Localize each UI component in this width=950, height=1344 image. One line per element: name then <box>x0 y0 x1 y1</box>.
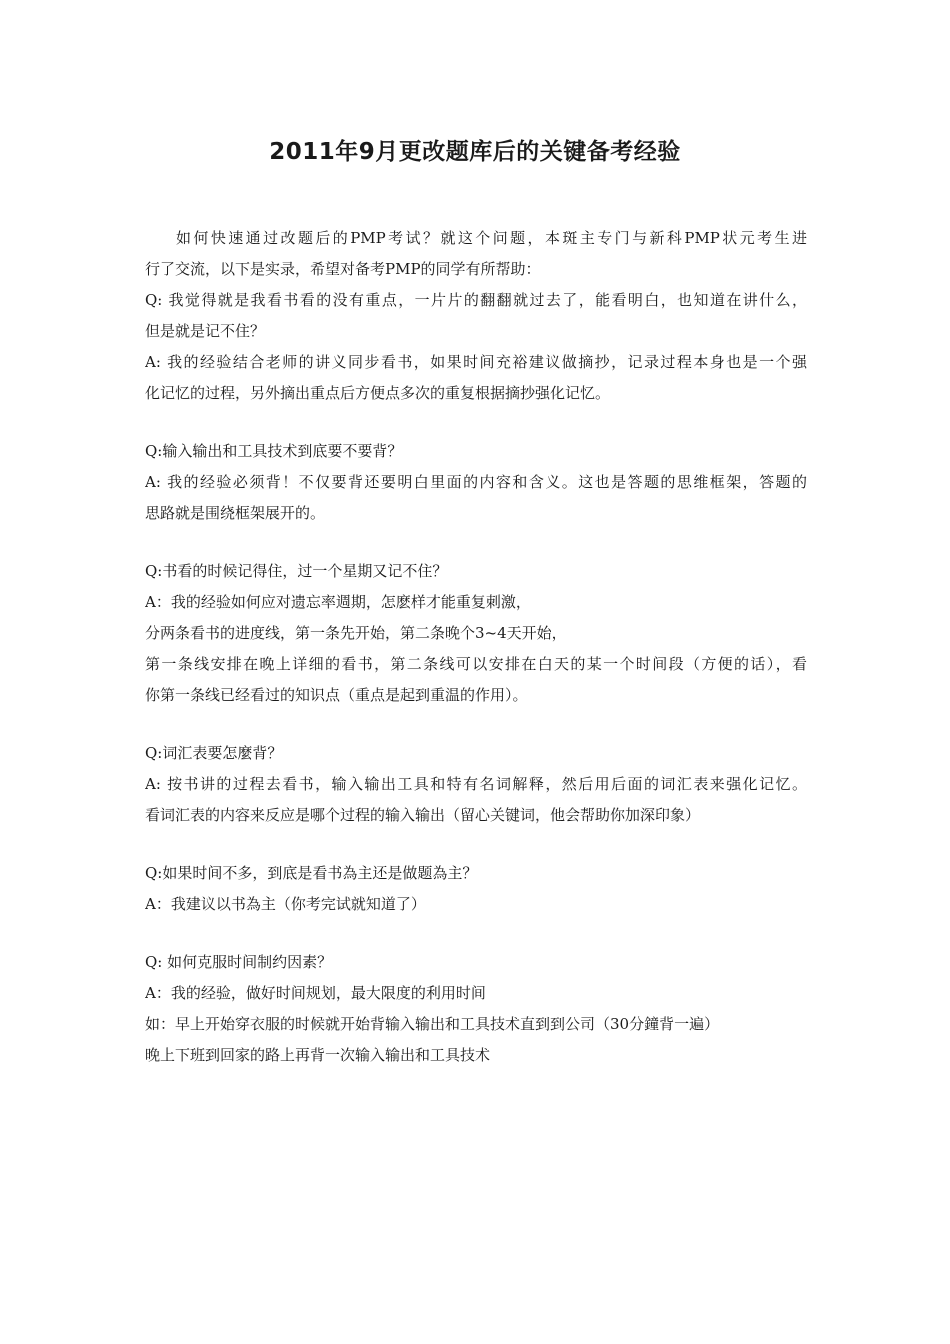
answer-line: 思路就是围绕框架展开的。 <box>145 504 326 522</box>
answer-line: A: 按书讲的过程去看书，输入输出工具和特有名词解释，然后用后面的词汇表来强化记忆。 <box>145 775 807 793</box>
question-line: Q:如果时间不多，到底是看书為主还是做题為主？ <box>145 864 478 882</box>
answer-line: 如：早上开始穿衣服的时候就开始背输入输出和工具技术直到到公司（30分鐘背一遍） <box>145 1015 720 1033</box>
answer-line: 看词汇表的内容来反应是哪个过程的输入输出（留心关键词，他会帮助你加深印象） <box>145 806 701 824</box>
answer-line: A: 我的经验结合老师的讲义同步看书，如果时间充裕建议做摘抄，记录过程本身也是一个强 <box>145 353 807 371</box>
qa-block-2 <box>145 436 807 529</box>
answer-line: 分两条看书的进度线，第一条先开始，第二条晚个3~4天开始， <box>145 624 567 642</box>
question-line: Q:输入输出和工具技术到底要不要背？ <box>145 442 403 460</box>
answer-line: A：我建议以书為主（你考完试就知道了） <box>145 895 426 913</box>
answer-line: 第一条线安排在晚上详细的看书，第二条线可以安排在白天的某一个时间段（方便的话），看 <box>145 655 807 673</box>
text-line: 行了交流，以下是实录，希望对备考PMP的同学有所帮助： <box>145 260 541 278</box>
paragraph-gap <box>145 711 807 738</box>
qa-block-6 <box>145 947 807 1071</box>
question-line: Q: 如何克服时间制约因素？ <box>145 953 333 971</box>
answer-line: A：我的经验如何应对遗忘率週期，怎麽样才能重复刺激， <box>145 593 531 611</box>
qa-block-5 <box>145 858 807 920</box>
qa-block-4 <box>145 738 807 831</box>
document-title: 2011年9月更改题库后的关键备考经验 <box>269 139 681 165</box>
question-line: Q:书看的时候记得住，过一个星期又记不住？ <box>145 562 448 580</box>
answer-line: A：我的经验，做好时间规划，最大限度的利用时间 <box>145 984 486 1002</box>
question-line: Q:词汇表要怎麼背？ <box>145 744 283 762</box>
intro-paragraph <box>145 223 807 285</box>
paragraph-gap <box>145 409 807 436</box>
paragraph-gap <box>145 529 807 556</box>
text-line: 如何快速通过改题后的PMP考试？就这个问题，本斑主专门与新科PMP状元考生进 <box>176 229 807 247</box>
answer-line: 你第一条线已经看过的知识点（重点是起到重温的作用）。 <box>145 686 528 704</box>
paragraph-gap <box>145 920 807 947</box>
answer-line: 化记忆的过程，另外摘出重点后方便点多次的重复根据摘抄强化记忆。 <box>145 384 611 402</box>
qa-block-3 <box>145 556 807 711</box>
answer-line: 晚上下班到回家的路上再背一次输入输出和工具技术 <box>145 1046 491 1064</box>
question-line: Q: 我觉得就是我看书看的没有重点，一片片的翻翻就过去了，能看明白，也知道在讲什么， <box>145 291 807 309</box>
paragraph-gap <box>145 831 807 858</box>
document-body <box>145 223 807 1071</box>
answer-line: A: 我的经验必须背！不仅要背还要明白里面的内容和含义。这也是答题的思维框架，答题的 <box>145 473 807 491</box>
question-line: 但是就是记不住？ <box>145 322 266 340</box>
qa-block-1 <box>145 285 807 409</box>
